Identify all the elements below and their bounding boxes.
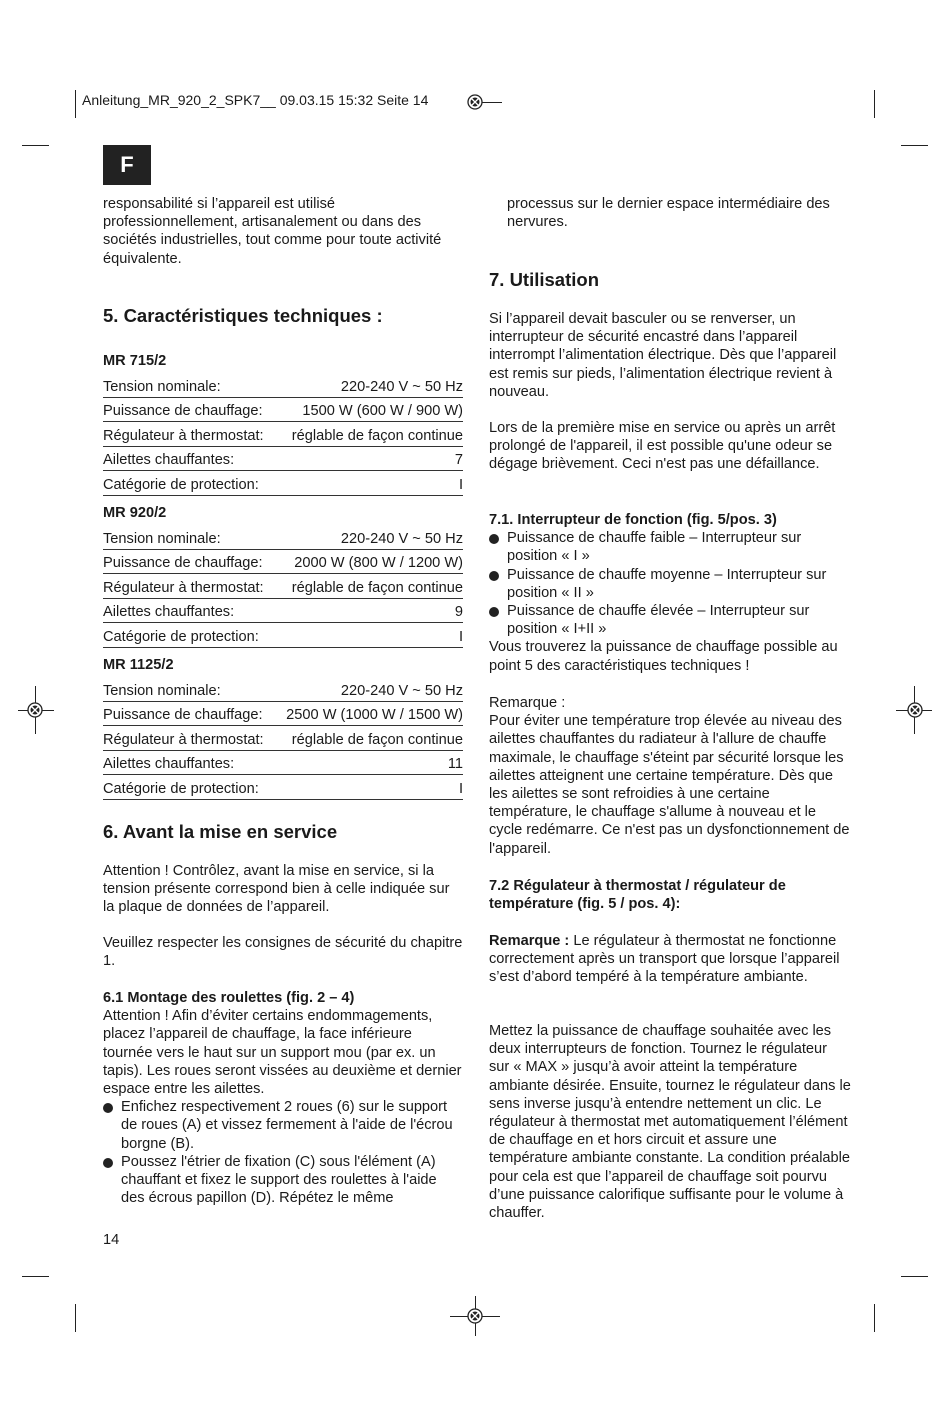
left-intro [103, 195, 463, 268]
crop-mark [901, 1276, 928, 1277]
registration-mark-icon [904, 699, 926, 721]
registration-mark-icon [464, 91, 486, 113]
section-7-2-body [489, 1022, 851, 1222]
crop-mark [75, 90, 76, 118]
registration-mark-icon [464, 1305, 486, 1327]
spec-row: Ailettes chauffantes: 11 [103, 752, 463, 776]
bullet-item: Enfichez respectivement 2 roues (6) sur le support de roues (A) et vissez fermement à l'aide de l'écrou borgne (B). [103, 1098, 463, 1153]
spec-table-mr715 [103, 352, 463, 497]
section-5 [103, 305, 463, 327]
paragraph: Vous trouverez la puissance de chauffage possible au point 5 des caractéristiques techniques ! [489, 639, 838, 674]
spec-row: Puissance de chauffage: 1500 W (600 W / 900 W) [103, 399, 463, 423]
spec-row: Régulateur à thermostat: réglable de façon continue [103, 423, 463, 447]
print-slug: Anleitung_MR_920_2_SPK7__ 09.03.15 15:32 Seite 14 [82, 92, 429, 108]
section-7-1 [489, 511, 851, 675]
bullet-item: Poussez l'étrier de fixation (C) sous l'élément (A) chauffant et fixez le support des roulettes à l'aide des écrous papillon (D). Répétez le même [103, 1153, 463, 1208]
paragraph: Attention ! Contrôlez, avant la mise en service, si la tension présente correspond bien à celle indiquée sur la plaque de données de l’appareil. [103, 863, 450, 916]
spec-table-mr1125 [103, 656, 463, 801]
page-number: 14 [103, 1232, 120, 1248]
subsection-title: 7.1. Interrupteur de fonction (fig. 5/pos. 3) [489, 512, 777, 528]
remark-block [489, 694, 851, 858]
spec-row: Ailettes chauffantes: 9 [103, 600, 463, 624]
remark-bold-label: Remarque : [489, 933, 570, 949]
spec-row: Puissance de chauffage: 2500 W (1000 W / 1500 W) [103, 703, 463, 727]
bullet-item: Puissance de chauffe moyenne – Interrupteur sur position « II » [489, 566, 851, 602]
model-name: MR 1125/2 [103, 657, 174, 673]
section-7-2 [489, 877, 851, 913]
spec-row: Régulateur à thermostat: réglable de façon continue [103, 727, 463, 751]
section-6-title: 6. Avant la mise en service [103, 821, 338, 842]
model-name: MR 715/2 [103, 353, 167, 369]
subsection-title: 6.1 Montage des roulettes (fig. 2 – 4) [103, 990, 355, 1006]
section-6-1 [103, 989, 463, 1207]
spec-row: Catégorie de protection: I [103, 624, 463, 648]
section-7-2-remark [489, 932, 851, 987]
paragraph: processus sur le dernier espace intermédiaire des nervures. [507, 196, 830, 231]
crop-mark [874, 1304, 875, 1332]
spec-row: Tension nominale: 220-240 V ~ 50 Hz [103, 374, 463, 398]
section-7-title: 7. Utilisation [489, 269, 599, 290]
spec-row: Régulateur à thermostat: réglable de façon continue [103, 575, 463, 599]
spec-row: Tension nominale: 220-240 V ~ 50 Hz [103, 526, 463, 550]
crop-mark [901, 145, 928, 146]
remark-label: Remarque : [489, 695, 566, 711]
paragraph: Veuillez respecter les consignes de sécurité du chapitre 1. [103, 935, 463, 970]
section-7-body [489, 310, 851, 401]
paragraph [489, 932, 851, 987]
section-6 [103, 821, 463, 843]
section-7 [489, 269, 851, 291]
section-6-body-2 [103, 934, 463, 970]
crop-mark [22, 1276, 49, 1277]
intro-paragraph: responsabilité si l’appareil est utilisé professionnellement, artisanalement ou dans des sociétés industrielles, tout comme pour toute activité équivalente. [103, 196, 442, 267]
crop-mark [75, 1304, 76, 1332]
section-7-body-2 [489, 419, 851, 474]
paragraph: Pour éviter une température trop élevée au niveau des ailettes chauffantes du radiateur à l'allure de chauffe maximale, le chauffage s'éteint par sécurité lorsque les ailettes atteignent une certaine température. Dès que les ailettes se sont refroidies à une certaine température, le chauffage s'allume à nouveau et le cycle redémarre. Ce n'est pas un dysfonctionnement de l'appareil. [489, 713, 850, 857]
paragraph: Si l’appareil devait basculer ou se renverser, un interrupteur de sécurité encastré dans l’appareil interrompt l’alimentation électrique. Dès que l’appareil est remis sur pieds, l’alimentation électrique revient à nouveau. [489, 311, 837, 400]
spec-table-mr920 [103, 504, 463, 649]
registration-mark-icon [24, 699, 46, 721]
spec-row: Tension nominale: 220-240 V ~ 50 Hz [103, 678, 463, 702]
paragraph: Lors de la première mise en service ou après un arrêt prolongé de l'appareil, il est possible qu'une odeur se dégage brièvement. Ceci n'est pas une défaillance. [489, 420, 836, 473]
spec-row: Catégorie de protection: I [103, 776, 463, 800]
spec-row: Ailettes chauffantes: 7 [103, 448, 463, 472]
bullet-item: Puissance de chauffe faible – Interrupteur sur position « I » [489, 529, 851, 565]
crop-mark [874, 90, 875, 118]
section-6-body [103, 862, 463, 917]
section-5-title: 5. Caractéristiques techniques : [103, 305, 383, 326]
crop-mark [22, 145, 49, 146]
subsection-title: 7.2 Régulateur à thermostat / régulateur de température (fig. 5 / pos. 4): [489, 878, 786, 913]
language-tab: F [103, 145, 151, 185]
bullet-item: Puissance de chauffe élevée – Interrupteur sur position « I+II » [489, 602, 851, 638]
paragraph: Attention ! Afin d’éviter certains endommagements, placez l’appareil de chauffage, la face inférieure tournée vers le haut sur un support mou (par ex. un tapis). Les roues seront vissées au deuxième et dernier espace entre les ailettes. [103, 1008, 462, 1098]
spec-row: Puissance de chauffage: 2000 W (800 W / 1200 W) [103, 551, 463, 575]
remark-text: Le régulateur à thermostat ne fonctionne correctement après un transport que lorsque l’appareil s’est d’abord tempéré à la température ambiante. [489, 933, 840, 986]
model-name: MR 920/2 [103, 505, 167, 521]
spec-row: Catégorie de protection: I [103, 472, 463, 496]
paragraph: Mettez la puissance de chauffage souhaitée avec les deux interrupteurs de fonction. Tournez le régulateur sur « MAX » jusqu’à avoir atteint la température ambiante désirée. Ensuite, tournez le régulateur dans le sens inverse jusqu’à entendre nettement un clic. Le régulateur à thermostat met automatiquement l’élément de chauffage en et hors circuit et assure une température ambiante constante. La condition préalable pour cela est que l’appareil de chauffage soit pourvu d’une puissance calorifique suffisante pour le volume à chauffer. [489, 1023, 851, 1222]
right-continuation [507, 195, 852, 231]
